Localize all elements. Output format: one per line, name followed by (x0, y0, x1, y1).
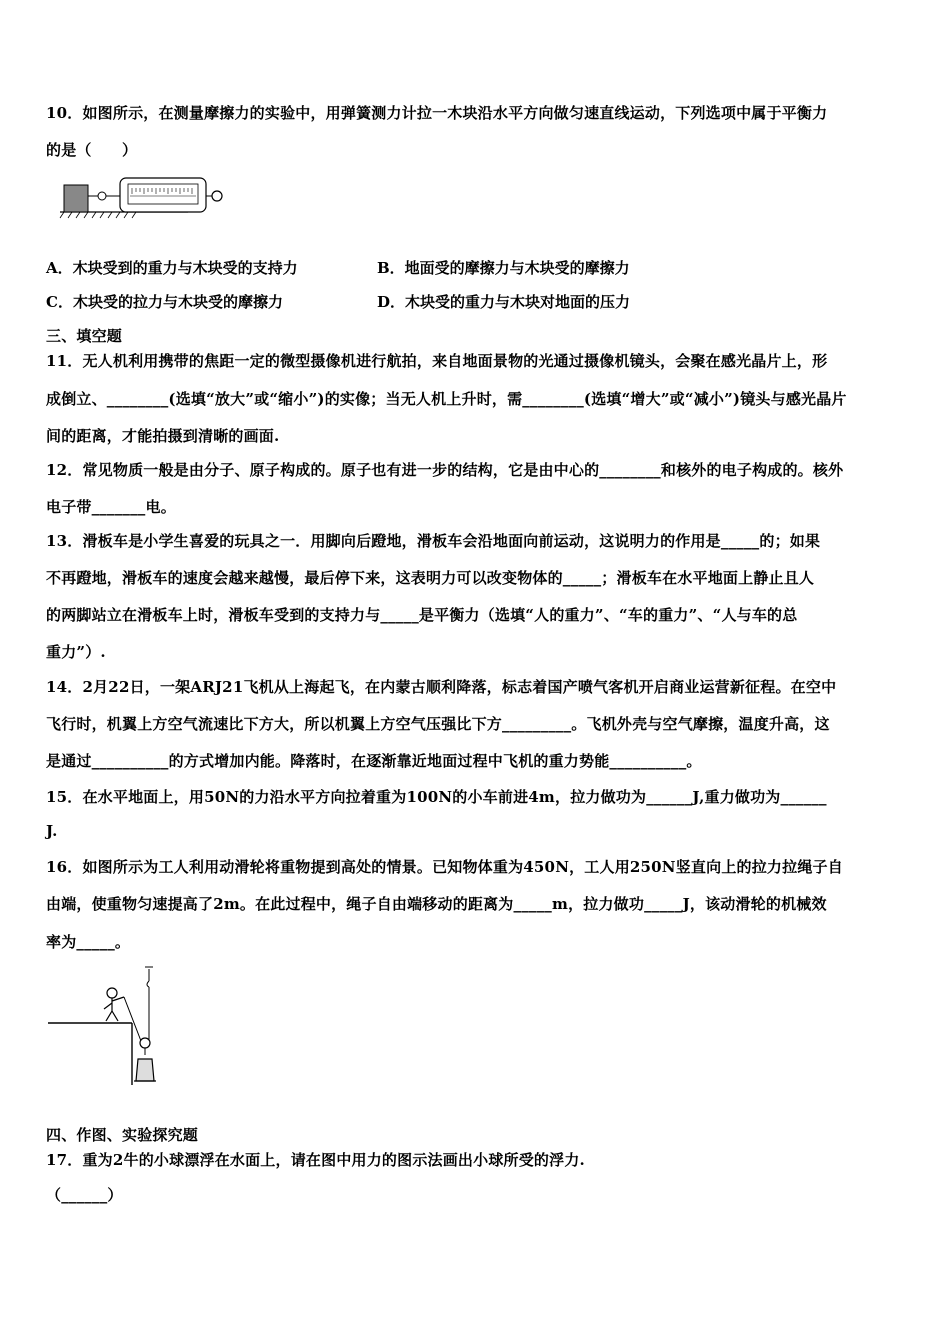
q15-line2: J. (46, 822, 58, 840)
q12-line1: 12．常见物质一般是由分子、原子构成的。原子也有进一步的结构，它是由中心的________和核外的电子构成的。核外 (46, 461, 844, 479)
q17-line1: 17．重为2牛的小球漂浮在水面上，请在图中用力的图示法画出小球所受的浮力. (46, 1151, 585, 1169)
q14-line3: 是通过__________的方式增加内能。降落时，在逐渐靠近地面过程中飞机的重力势能__________。 (46, 752, 702, 770)
q17-answer-blank: （______） (46, 1186, 123, 1204)
spring-scale-figure (58, 172, 228, 222)
q11-line3: 间的距离，才能拍摄到清晰的画面. (46, 427, 280, 445)
q10-option-c: C．木块受的拉力与木块受的摩擦力 (46, 293, 283, 311)
q13-line2: 不再蹬地，滑板车的速度会越来越慢，最后停下来，这表明力可以改变物体的_____；滑板车在水平地面上静止且人 (46, 569, 815, 587)
q14-line2: 飞行时，机翼上方空气流速比下方大，所以机翼上方空气压强比下方_________。飞机外壳与空气摩擦，温度升高，这 (46, 715, 830, 733)
q10-line2: 的是（ ） (46, 141, 138, 159)
q16-line2: 由端，使重物匀速提高了2m。在此过程中，绳子自由端移动的距离为_____m，拉力做功_____J，该动滑轮的机械效 (46, 895, 827, 913)
q14-line1: 14．2月22日，一架ARJ21飞机从上海起飞，在内蒙古顺利降落，标志着国产喷气客机开启商业运营新征程。在空中 (46, 678, 837, 696)
pulley-worker-figure (46, 963, 176, 1088)
q13-line4: 重力”）. (46, 643, 106, 661)
q13-line1: 13．滑板车是小学生喜爱的玩具之一．用脚向后蹬地，滑板车会沿地面向前运动，这说明力的作用是_____的；如果 (46, 532, 821, 550)
section-heading-drawing-experiment: 四、作图、实验探究题 (46, 1126, 199, 1144)
q10-line1: 10．如图所示，在测量摩擦力的实验中，用弹簧测力计拉一木块沿水平方向做匀速直线运动，下列选项中属于平衡力 (46, 104, 828, 122)
q16-line3: 率为_____。 (46, 933, 131, 951)
q13-line3: 的两脚站立在滑板车上时，滑板车受到的支持力与_____是平衡力（选填“人的重力”、“车的重力”、“人与车的总 (46, 606, 798, 624)
q10-option-b: B．地面受的摩擦力与木块受的摩擦力 (377, 259, 630, 277)
q11-line2: 成倒立、________(选填“放大”或“缩小”)的实像；当无人机上升时，需________(选填“增大”或“减小”)镜头与感光晶片 (46, 390, 847, 408)
section-heading-fill-in: 三、填空题 (46, 327, 123, 345)
q15-line1: 15．在水平地面上，用50N的力沿水平方向拉着重为100N的小车前进4m，拉力做功为______J,重力做功为______ (46, 788, 827, 806)
q16-line1: 16．如图所示为工人利用动滑轮将重物提到高处的情景。已知物体重为450N，工人用250N竖直向上的拉力拉绳子自 (46, 858, 843, 876)
q10-option-a: A．木块受到的重力与木块受的支持力 (46, 259, 298, 277)
q10-option-d: D．木块受的重力与木块对地面的压力 (377, 293, 631, 311)
q12-line2: 电子带_______电。 (46, 498, 176, 516)
q11-line1: 11．无人机利用携带的焦距一定的微型摄像机进行航拍，来自地面景物的光通过摄像机镜头，会聚在感光晶片上，形 (46, 352, 828, 370)
